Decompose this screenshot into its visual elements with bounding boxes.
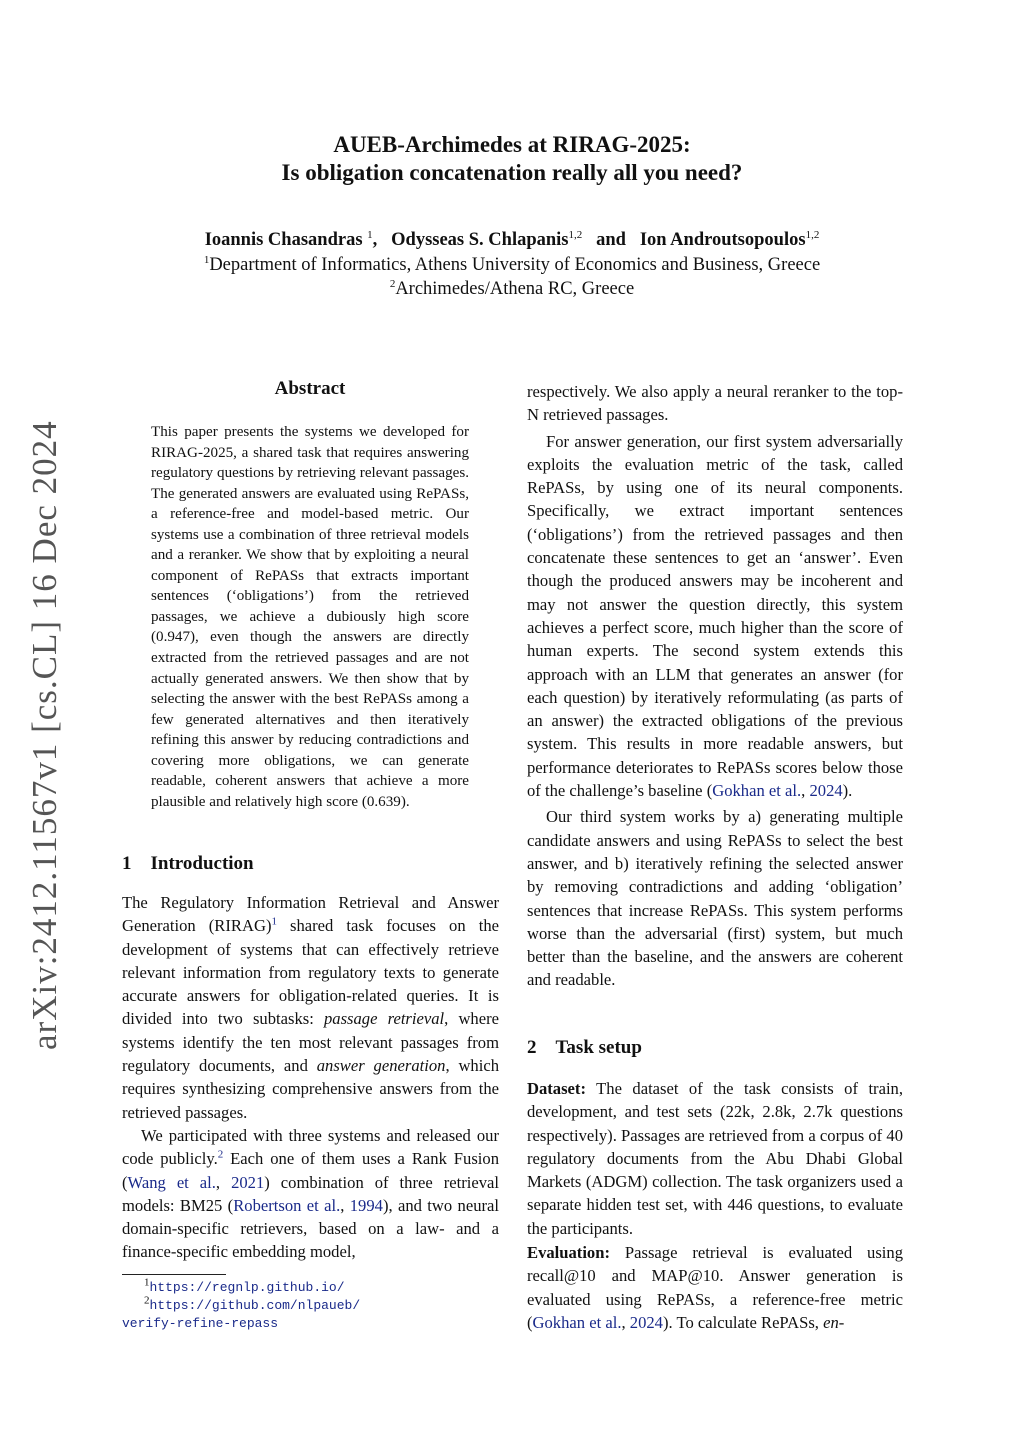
footnote-2 <box>144 1296 360 1315</box>
text-run: , which requires synthesizing comprehensive answers from the retrieved passages. <box>122 1056 499 1122</box>
footnote-link-2-continued[interactable]: verify-refine-repass <box>122 1316 279 1331</box>
author-name: Ioannis Chasandras <box>204 230 363 250</box>
evaluation-paragraph: Evaluation: Passage retrieval is evaluated using recall@10 and MAP@10. Answer generation is evaluated using RePASs, a reference-free metric (Gokhan et al., 2024). To calculate RePASs, en- <box>527 1243 903 1332</box>
paper-title-line-1: AUEB-Archimedes at RIRAG-2025: <box>333 132 691 157</box>
text-run: ) combination of three retrieval models: BM25 ( <box>122 1172 499 1215</box>
text-run: The Regulatory Information Retrieval and Answer Generation (RIRAG) <box>122 893 499 936</box>
author-and: and <box>596 230 626 250</box>
text-run: ), and two neural domain-specific retrievers, based on a law- and a finance-specific embedding model, <box>122 1195 499 1262</box>
author-separator: , <box>372 230 378 250</box>
affil-mark: 1 <box>203 253 210 266</box>
answer-generation-paragraph: For answer generation, our first system adversarially exploits the evaluation metric of the task, called RePASs, by using one of its neural components. Specifically, we extract important sentences (‘obligations’) from the retrieved passages and then concatenate these sentences to get an ‘answer’. Even though the produced answers may be incoherent and may not answer the question directly, this system achieves a perfect score, much higher than the score of human experts. The second system extends this approach with an LLM that generates an answer (for each question) by iteratively reformulating (as parts of an answer) the extracted obligations of the previous system. This results in more readable answers, but performance deteriorates to RePASs scores below those of the challenge’s baseline (Gokhan et al., 2024). <box>527 431 903 801</box>
affiliation-1 <box>0 255 1024 276</box>
footnote-divider <box>122 1274 226 1275</box>
text-run: shared task focuses on the development of systems that can effectively retrieve relevant information from regulatory texts to generate accurate answers for obligation-related queries. It is divided into two subtasks: <box>122 916 499 1029</box>
right-column-top <box>527 380 903 992</box>
citation-gokhan-year[interactable]: 2024 <box>809 781 843 801</box>
intro-paragraph-1 <box>122 891 499 1124</box>
footnote-number: 2 <box>144 1294 150 1307</box>
dataset-paragraph <box>527 1077 903 1240</box>
emphasis: answer generation <box>316 1056 446 1076</box>
abstract-heading: Abstract <box>274 378 346 399</box>
citation-robertson[interactable]: Robertson et al. <box>233 1195 341 1215</box>
text-run: The dataset of the task consists of train, development, and test sets (22k, 2.8k, 2.7k questions respectively). Passages are retrieved from a corpus of 40 regulatory documents from the Abu Dhabi Global Markets (ADGM) collection. The task organizers used a separate hidden test set, with 446 questions, to evaluate the participants. <box>527 1079 903 1238</box>
citation-wang[interactable]: Wang et al. <box>127 1172 216 1192</box>
footnote-2-continued <box>122 1314 278 1333</box>
text-run: Each one of them uses a Rank Fusion ( <box>122 1149 499 1192</box>
text-run: , where systems identify the ten most relevant passages from regulatory documents, and <box>122 1009 499 1076</box>
section-1-heading <box>122 853 254 875</box>
emphasis: en- <box>823 1312 845 1332</box>
footnote-link-2[interactable]: https://github.com/nlpaueb/ <box>149 1298 361 1313</box>
footnote-link-1[interactable]: https://regnlp.github.io/ <box>149 1280 345 1295</box>
text-run: We participated with three systems and released our code publicly. <box>122 1125 499 1169</box>
intro-body <box>122 891 499 1264</box>
footnote-ref-2[interactable]: 2 <box>217 1148 224 1161</box>
citation-gokhan-2-year[interactable]: 2024 <box>629 1312 663 1332</box>
text-run: ). <box>842 781 853 801</box>
section-number: 1 <box>122 853 132 874</box>
section-title: Introduction <box>150 853 254 874</box>
author-name: Ion Androutsopoulos <box>639 230 806 250</box>
footnote-ref-1[interactable]: 1 <box>271 915 277 928</box>
affil-text: Archimedes/Athena RC, Greece <box>395 279 635 299</box>
paper-title-line-2: Is obligation concatenation really all you need? <box>281 160 743 185</box>
text-run: ). To calculate RePASs, <box>662 1312 824 1332</box>
paragraph-label: Dataset: <box>527 1079 586 1098</box>
affil-text: Department of Informatics, Athens University of Economics and Business, Greece <box>209 255 821 275</box>
section-2-heading <box>527 1037 642 1059</box>
citation-gokhan[interactable]: Gokhan et al. <box>712 781 802 801</box>
section-title: Task setup <box>555 1037 642 1058</box>
section-number: 2 <box>527 1037 537 1058</box>
text-run: Passage retrieval is evaluated using recall@10 and MAP@10. Answer generation is evaluated using RePASs, a reference-free metric ( <box>527 1243 903 1332</box>
footnote-1 <box>144 1278 345 1297</box>
affiliation-2 <box>0 279 1024 300</box>
author-affil-mark: 1 <box>367 228 373 241</box>
citation-robertson-year[interactable]: 1994 <box>349 1195 383 1215</box>
author-affil-mark: 1,2 <box>568 228 583 241</box>
author-affil-mark: 1,2 <box>805 228 820 241</box>
abstract-body: This paper presents the systems we developed for RIRAG-2025, a shared task that requires answering regulatory questions by retrieving relevant passages. The generated answers are evaluated using RePASs, a reference-free and model-based metric. Our systems use a combination of three retrieval models and a reranker. We show that by exploiting a neural component of RePASs that extracts important sentences (‘obligations’) from the retrieved passages, we achieve a dubiously high score (0.947), even though the answers are directly extracted from the retrieved passages and are not actually generated answers. We then show that by selecting the answer with the best RePASs among a few generated alternatives and then iteratively refining this answer by reducing contradictions and covering more obligations, we can generate readable, coherent answers that achieve a more plausible and relatively high score (0.639). <box>151 424 469 810</box>
emphasis: passage retrieval <box>323 1009 445 1029</box>
third-system-paragraph: Our third system works by a) generating multiple candidate answers and using RePASs to select the best answer, and b) iteratively refining the selected answer by removing contradictions and adding ‘obligation’ sentences that increase RePASs. This system performs worse than the adversarial (first) system, but much better than the baseline, and the answers are coherent and readable. <box>527 807 903 990</box>
author-name: Odysseas S. Chlapanis <box>391 230 569 250</box>
text-run: For answer generation, our first system adversarially exploits the evaluation metric of the task, called RePASs, by using one of its neural components. Specifically, we extract important sentences (‘obligations’) from the retrieved passages and then concatenate these sentences to get an ‘answer’. Even though the produced answers may be incoherent and may not answer the question directly, this system achieves a perfect score, much higher than the score of human experts. The second system extends this approach with an LLM that generates an answer (for each question) by iteratively reformulating (as parts of an answer) the extracted obligations of the previous system. This results in more readable answers, but performance deteriorates to RePASs scores below those of the challenge’s baseline ( <box>527 431 903 801</box>
arxiv-identifier: arXiv:2412.11567v1 [cs.CL] 16 Dec 2024 <box>25 420 64 1050</box>
citation-gokhan-2[interactable]: Gokhan et al. <box>532 1312 622 1332</box>
paragraph-label: Evaluation: <box>527 1243 610 1263</box>
paragraph-continuation: respectively. We also apply a neural reranker to the top-N retrieved passages. <box>527 382 903 425</box>
citation-wang-year[interactable]: 2021 <box>231 1172 265 1192</box>
footnote-number: 1 <box>144 1276 150 1289</box>
affil-mark: 2 <box>389 277 396 290</box>
author-list <box>0 230 1024 251</box>
task-setup-body <box>527 1077 903 1334</box>
intro-paragraph-2: We participated with three systems and released our code publicly.$^2$ Each one of them uses a Rank Fusion (Wang et al., 2021) combination of three retrieval models: BM25 (Robertson et al., 1994), and two neural domain-specific retrievers, based on a law- and a finance-specific embedding model, <box>122 1125 499 1262</box>
